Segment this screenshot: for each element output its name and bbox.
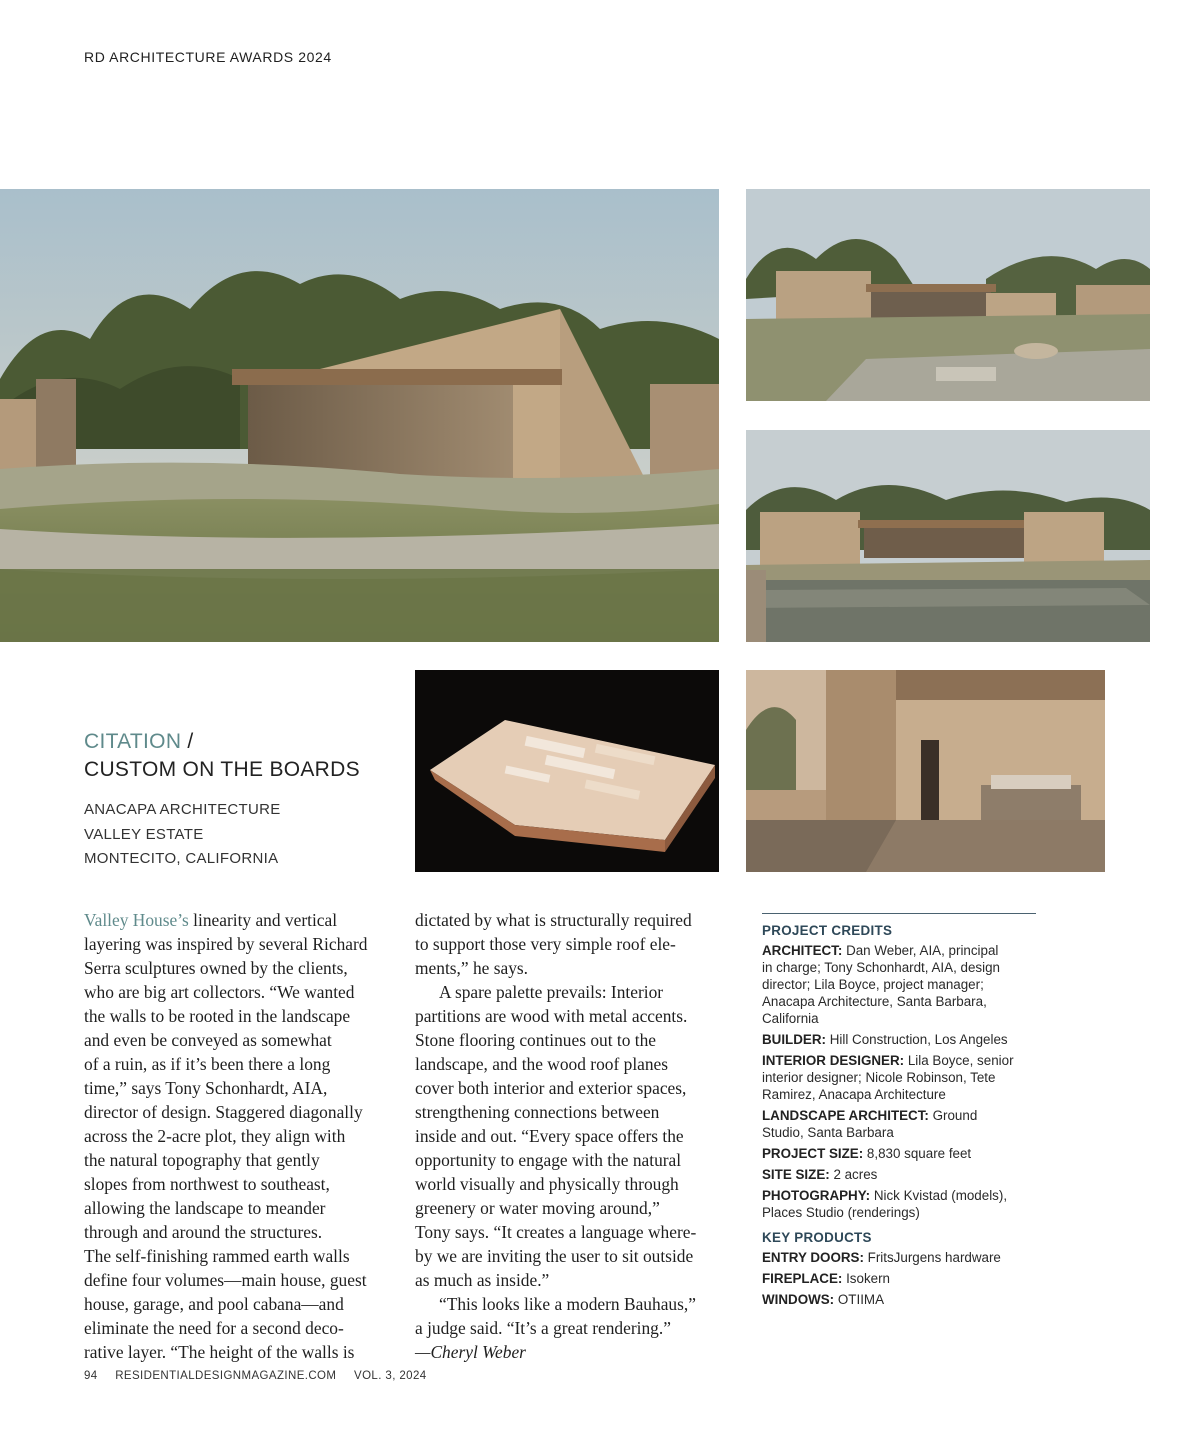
credit-value: Lila Boyce, senior xyxy=(904,1053,1014,1068)
article-line: partitions are wood with metal accents. xyxy=(415,1006,688,1026)
article-line: define four volumes—main house, guest xyxy=(84,1270,367,1290)
bedroom-rendering-image xyxy=(746,670,1105,872)
credit-value: director; Lila Boyce, project manager; xyxy=(762,977,984,992)
credit-value: California xyxy=(762,1011,819,1026)
article-line: of a ruin, as if it’s been there a long xyxy=(84,1054,331,1074)
article-line: rative layer. “The height of the walls is xyxy=(84,1342,355,1362)
site-model-image xyxy=(415,670,719,872)
article-line: who are big art collectors. “We wanted xyxy=(84,982,355,1002)
pool-pavilion-rendering-image xyxy=(746,430,1150,642)
page-footer xyxy=(84,1370,441,1382)
credit-interior-designer xyxy=(762,1052,1042,1103)
firm-name: ANACAPA ARCHITECTURE xyxy=(84,801,281,818)
article-line: cover both interior and exterior spaces, xyxy=(415,1078,687,1098)
running-title: RD ARCHITECTURE AWARDS 2024 xyxy=(84,49,332,65)
article-line: a judge said. “It’s a great rendering.” xyxy=(415,1318,671,1338)
article-line: time,” says Tony Schonhardt, AIA, xyxy=(84,1078,328,1098)
product-windows xyxy=(762,1291,1042,1308)
article-line: Stone flooring continues out to the xyxy=(415,1030,657,1050)
credit-value: Nick Kvistad (models), xyxy=(870,1188,1008,1203)
credit-value: Dan Weber, AIA, principal xyxy=(842,943,999,958)
article-line: slopes from northwest to southeast, xyxy=(84,1174,330,1194)
product-fireplace xyxy=(762,1270,1042,1287)
article-line: Serra sculptures owned by the clients, xyxy=(84,958,348,978)
product-label: ENTRY DOORS: xyxy=(762,1250,864,1265)
credit-value: Ramirez, Anacapa Architecture xyxy=(762,1087,946,1102)
credits-divider xyxy=(762,913,1036,914)
credit-label: SITE SIZE: xyxy=(762,1167,830,1182)
courtyard-rendering-image xyxy=(746,189,1150,401)
credit-value: 2 acres xyxy=(829,1167,878,1182)
credits-heading: PROJECT CREDITS xyxy=(762,923,893,938)
credit-label: INTERIOR DESIGNER: xyxy=(762,1053,905,1068)
credit-value: interior designer; Nicole Robinson, Tete xyxy=(762,1070,996,1085)
project-info xyxy=(84,798,281,872)
product-label: WINDOWS: xyxy=(762,1292,835,1307)
article-line: landscape, and the wood roof planes xyxy=(415,1054,669,1074)
article-line: house, garage, and pool cabana—and xyxy=(84,1294,344,1314)
article-line: through and around the structures. xyxy=(84,1222,323,1242)
article-line xyxy=(84,908,404,932)
article-line: world visually and physically through xyxy=(415,1174,679,1194)
credit-site-size xyxy=(762,1166,1042,1183)
product-label: FIREPLACE: xyxy=(762,1271,843,1286)
magazine-website: RESIDENTIALDESIGNMAGAZINE.COM xyxy=(115,1370,337,1382)
product-entry-doors xyxy=(762,1249,1042,1266)
credit-label: PROJECT SIZE: xyxy=(762,1146,864,1161)
credit-label: ARCHITECT: xyxy=(762,943,843,958)
article-line: dictated by what is structurally required xyxy=(415,910,692,930)
article-byline: —Cheryl Weber xyxy=(415,1342,526,1362)
article-line: across the 2-acre plot, they align with xyxy=(84,1126,346,1146)
product-value: Isokern xyxy=(842,1271,890,1286)
article-line: ments,” he says. xyxy=(415,958,529,978)
project-location: MONTECITO, CALIFORNIA xyxy=(84,850,279,867)
article-line: layering was inspired by several Richard xyxy=(84,934,368,954)
credit-label: LANDSCAPE ARCHITECT: xyxy=(762,1108,929,1123)
project-name: VALLEY ESTATE xyxy=(84,825,204,843)
credit-value: Ground xyxy=(928,1108,978,1123)
article-lead-in: Valley House’s xyxy=(84,910,189,930)
citation-label: CITATION xyxy=(84,730,182,753)
article-line-text: linearity and vertical xyxy=(188,910,338,930)
article-line: and even be conveyed as somewhat xyxy=(84,1030,332,1050)
article-line: “This looks like a modern Bauhaus,” xyxy=(439,1294,696,1314)
credit-value: Anacapa Architecture, Santa Barbara, xyxy=(762,994,987,1009)
article-line: allowing the landscape to meander xyxy=(84,1198,326,1218)
credit-builder xyxy=(762,1031,1042,1048)
key-products-heading: KEY PRODUCTS xyxy=(762,1230,872,1245)
article-line: greenery or water moving around,” xyxy=(415,1198,660,1218)
product-value: OTIIMA xyxy=(834,1292,884,1307)
credit-architect xyxy=(762,942,1042,1027)
article-line: the walls to be rooted in the landscape xyxy=(84,1006,351,1026)
hero-rendering-image xyxy=(0,189,719,642)
article-column-1 xyxy=(84,908,404,1364)
article-line: as much as inside.” xyxy=(415,1270,550,1290)
article-line: strengthening connections between xyxy=(415,1102,660,1122)
article-line: director of design. Staggered diagonally xyxy=(84,1102,363,1122)
page-number: 94 xyxy=(84,1370,98,1382)
article-line: to support those very simple roof ele- xyxy=(415,934,676,954)
article-line: by we are inviting the user to sit outside xyxy=(415,1246,694,1266)
award-category: CUSTOM ON THE BOARDS xyxy=(84,758,360,781)
article-line: Tony says. “It creates a language where- xyxy=(415,1222,697,1242)
project-credits xyxy=(762,922,1042,1312)
issue-label: VOL. 3, 2024 xyxy=(354,1370,427,1382)
citation-slash: / xyxy=(187,730,194,753)
article-line: opportunity to engage with the natural xyxy=(415,1150,682,1170)
credit-landscape-architect xyxy=(762,1107,1042,1141)
article-line: A spare palette prevails: Interior xyxy=(439,982,664,1002)
credit-photography xyxy=(762,1187,1042,1221)
article-column-2 xyxy=(415,908,735,1364)
credit-label: BUILDER: xyxy=(762,1032,826,1047)
product-value: FritsJurgens hardware xyxy=(863,1250,1001,1265)
credit-value: 8,830 square feet xyxy=(863,1146,972,1161)
article-line: eliminate the need for a second deco- xyxy=(84,1318,344,1338)
article-line: the natural topography that gently xyxy=(84,1150,320,1170)
credit-value: Studio, Santa Barbara xyxy=(762,1125,894,1140)
credit-project-size xyxy=(762,1145,1042,1162)
citation-heading xyxy=(84,729,194,755)
article-line: The self-finishing rammed earth walls xyxy=(84,1246,350,1266)
article-line: inside and out. “Every space offers the xyxy=(415,1126,684,1146)
credit-value: Hill Construction, Los Angeles xyxy=(825,1032,1008,1047)
credit-label: PHOTOGRAPHY: xyxy=(762,1188,871,1203)
credit-value: in charge; Tony Schonhardt, AIA, design xyxy=(762,960,1000,975)
credit-value: Places Studio (renderings) xyxy=(762,1205,920,1220)
